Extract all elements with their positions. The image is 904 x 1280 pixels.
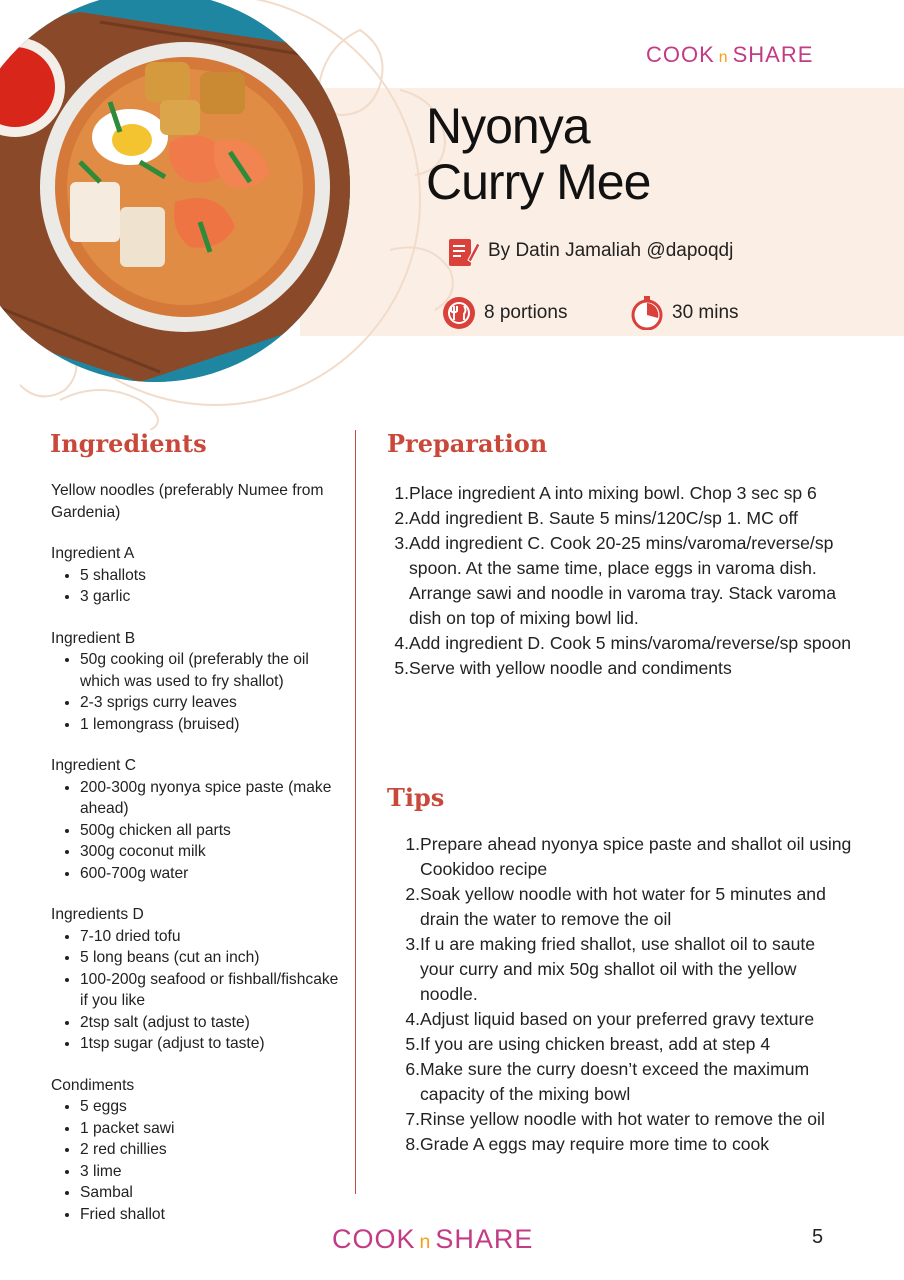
list-item: • 1 packet sawi [80, 1118, 341, 1140]
title-line-2: Curry Mee [426, 154, 651, 210]
ingredients-list [51, 480, 341, 1245]
preparation-heading: Preparation [387, 429, 548, 458]
curry-mee-photo [0, 0, 350, 382]
column-divider [355, 430, 356, 1194]
group-name: Ingredient A [51, 545, 135, 562]
page-number: 5 [812, 1226, 824, 1248]
list-item: • 2 red chillies [80, 1139, 341, 1161]
tip-number: 4. [405, 1009, 420, 1029]
list-item: • 100-200g seafood or fishball/fishcake if you like [80, 969, 341, 1012]
tips-heading: Tips [387, 783, 445, 812]
list-item: • 5 eggs [80, 1096, 341, 1118]
list-item: • Sambal [80, 1182, 341, 1204]
step-number: 3. [394, 533, 409, 553]
list-item: • 7-10 dried tofu [80, 926, 341, 948]
list-item: 4. Adjust liquid based on your preferred gravy texture [404, 1007, 854, 1032]
list-item: 2. Soak yellow noodle with hot water for 5 minutes and drain the water to remove the oil [404, 882, 854, 932]
tip-number: 5. [405, 1034, 420, 1054]
list-item: • 300g coconut milk [80, 841, 341, 863]
recipe-title [426, 98, 650, 210]
list-item: • 500g chicken all parts [80, 820, 341, 842]
step-number: 5. [394, 658, 409, 678]
list-item: • 5 shallots [80, 565, 341, 587]
group-name: Ingredient C [51, 757, 136, 774]
list-item: 5. If you are using chicken breast, add at step 4 [404, 1032, 854, 1057]
list-item: • 50g cooking oil (preferably the oil which was used to fry shallot) [80, 649, 341, 692]
portions-row [442, 296, 567, 330]
step-number: 2. [394, 508, 409, 528]
time-text: 30 mins [672, 302, 739, 323]
author-text: By Datin Jamaliah @dapoqdj [488, 240, 734, 261]
step-number: 4. [394, 633, 409, 653]
list-item: • Fried shallot [80, 1204, 341, 1226]
list-item: 6. Make sure the curry doesn’t exceed the maximum capacity of the mixing bowl [404, 1057, 854, 1107]
stopwatch-icon [630, 296, 664, 330]
ingredient-group [51, 755, 341, 884]
list-item: 1. Place ingredient A into mixing bowl. Chop 3 sec sp 6 [393, 481, 853, 506]
ingredient-group [51, 904, 341, 1055]
list-item: 2. Add ingredient B. Saute 5 mins/120C/sp 1. MC off [393, 506, 853, 531]
plate-cutlery-icon [442, 296, 476, 330]
preparation-steps [393, 481, 853, 681]
group-name: Ingredients D [51, 906, 144, 923]
brand-logo-bottom: COOK n SHARE [332, 1224, 534, 1254]
ingredient-group [51, 628, 341, 736]
tip-number: 6. [405, 1059, 420, 1079]
list-item: • 1tsp sugar (adjust to taste) [80, 1033, 341, 1055]
list-item: • 5 long beans (cut an inch) [80, 947, 341, 969]
list-item: • 2-3 sprigs curry leaves [80, 692, 341, 714]
ingredients-intro: Yellow noodles (preferably Numee from Gardenia) [51, 482, 324, 521]
list-item: • 600-700g water [80, 863, 341, 885]
title-line-1: Nyonya [426, 98, 590, 154]
author-row [446, 234, 733, 268]
brand-logo-top: COOK n SHARE [646, 42, 814, 67]
tip-number: 7. [405, 1109, 420, 1129]
tips-list [404, 832, 854, 1157]
tip-number: 3. [405, 934, 420, 954]
group-name: Ingredient B [51, 629, 136, 647]
list-item: • 2tsp salt (adjust to taste) [80, 1012, 341, 1034]
list-item: 3. If u are making fried shallot, use shallot oil to saute your curry and mix 50g shallot oil with the yellow noodle. [404, 932, 854, 1007]
tip-number: 1. [405, 834, 420, 854]
ingredient-group [51, 543, 341, 608]
tip-number: 8. [405, 1134, 420, 1154]
ingredient-group [51, 1075, 341, 1226]
time-row [630, 296, 739, 330]
list-item: • 3 lime [80, 1161, 341, 1183]
tip-number: 2. [405, 884, 420, 904]
list-item: • 200-300g nyonya spice paste (make ahead) [80, 777, 341, 820]
recipe-pen-icon [446, 234, 480, 268]
list-item: 4. Add ingredient D. Cook 5 mins/varoma/reverse/sp spoon [393, 631, 853, 656]
list-item: 1. Prepare ahead nyonya spice paste and shallot oil using Cookidoo recipe [404, 832, 854, 882]
step-number: 1. [394, 483, 409, 503]
ingredients-heading: Ingredients [50, 429, 207, 458]
list-item: 7. Rinse yellow noodle with hot water to remove the oil [404, 1107, 854, 1132]
list-item: • 1 lemongrass (bruised) [80, 714, 341, 736]
group-name: Condiments [51, 1076, 135, 1094]
list-item: 8. Grade A eggs may require more time to cook [404, 1132, 854, 1157]
list-item: 3. Add ingredient C. Cook 20-25 mins/varoma/reverse/sp spoon. At the same time, place eggs in varoma dish. Arrange sawi and noodle in varoma tray. Stack varoma dish on top of mixing bowl lid. [393, 531, 853, 631]
list-item: 5. Serve with yellow noodle and condiments [393, 656, 853, 681]
list-item: • 3 garlic [80, 586, 341, 608]
portions-text: 8 portions [484, 302, 568, 323]
